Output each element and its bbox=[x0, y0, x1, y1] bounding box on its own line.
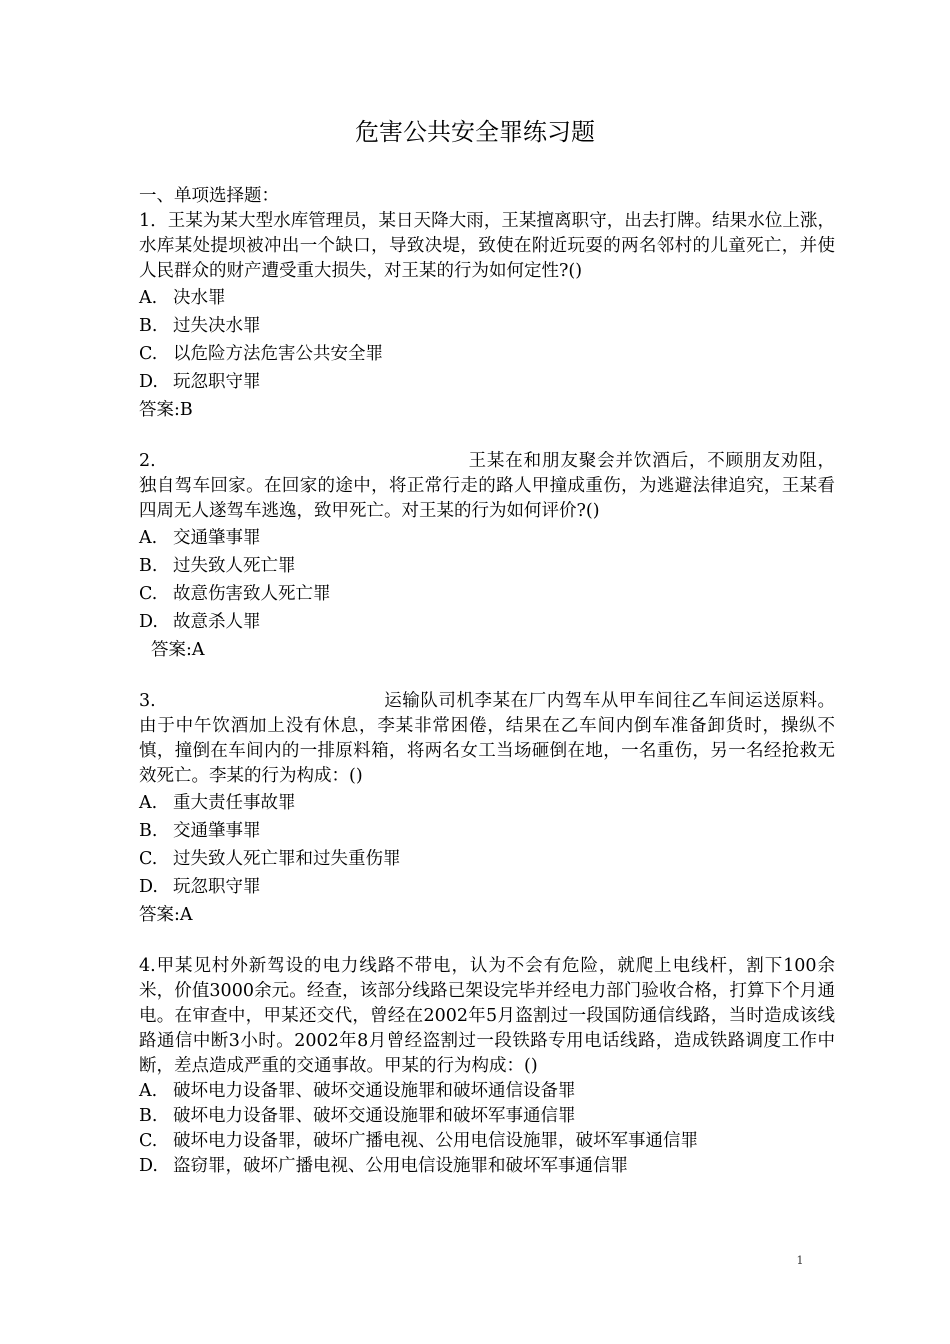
option-d bbox=[139, 608, 835, 636]
option-b bbox=[139, 312, 835, 340]
option-c bbox=[139, 340, 835, 368]
document-title: 危害公共安全罪练习题 bbox=[355, 118, 595, 146]
option-c bbox=[139, 580, 835, 608]
option-letter: D. bbox=[139, 612, 158, 632]
option-letter: C. bbox=[139, 1131, 158, 1151]
option-letter: A. bbox=[139, 528, 158, 548]
option-letter: B. bbox=[139, 1106, 158, 1126]
option-letter: C. bbox=[139, 584, 158, 604]
option-d bbox=[139, 873, 835, 901]
option-letter: C. bbox=[139, 849, 158, 869]
option-letter: B. bbox=[139, 821, 158, 841]
question-number: 1． bbox=[139, 211, 168, 231]
option-text: 交通肇事罪 bbox=[173, 821, 261, 841]
option-text: 交通肇事罪 bbox=[173, 528, 261, 548]
question-number: 3. bbox=[139, 691, 156, 711]
option-letter: A. bbox=[139, 793, 158, 813]
option-letter: B. bbox=[139, 556, 158, 576]
option-text: 破坏电力设备罪、破坏交通设施罪和破坏军事通信罪 bbox=[173, 1106, 576, 1126]
option-text: 故意杀人罪 bbox=[173, 612, 261, 632]
question-stem: 王某在和朋友聚会并饮酒后，不顾朋友劝阻，独自驾车回家。在回家的途中，将正常行走的路人甲撞成重伤，为逃避法律追究，王某看四周无人遂驾车逃逸，致甲死亡。对王某的行为如何评价?() bbox=[139, 451, 835, 521]
option-letter: A. bbox=[139, 1081, 158, 1101]
option-text: 故意伤害致人死亡罪 bbox=[173, 584, 331, 604]
option-text: 破坏电力设备罪，破坏广播电视、公用电信设施罪，破坏军事通信罪 bbox=[173, 1131, 698, 1151]
option-a bbox=[139, 284, 835, 312]
option-text: 玩忽职守罪 bbox=[173, 372, 261, 392]
option-d bbox=[139, 1154, 835, 1179]
question-2-text bbox=[139, 449, 835, 524]
question-1-text bbox=[139, 209, 835, 284]
question-number: 4. bbox=[139, 956, 156, 976]
option-letter: C. bbox=[139, 344, 158, 364]
option-c bbox=[139, 845, 835, 873]
option-letter: D. bbox=[139, 1156, 158, 1176]
question-3 bbox=[139, 689, 835, 929]
section-heading: 一、单项选择题： bbox=[139, 186, 279, 206]
option-text: 重大责任事故罪 bbox=[173, 793, 296, 813]
question-4-text bbox=[139, 954, 835, 1079]
option-c bbox=[139, 1129, 835, 1154]
answer: 答案:A bbox=[151, 640, 205, 660]
option-letter: D. bbox=[139, 877, 158, 897]
page-number: 1 bbox=[796, 1254, 804, 1267]
answer: 答案:B bbox=[139, 400, 193, 420]
option-letter: A. bbox=[139, 288, 158, 308]
option-letter: B. bbox=[139, 316, 158, 336]
option-a bbox=[139, 789, 835, 817]
question-1 bbox=[139, 209, 835, 424]
option-text: 以危险方法危害公共安全罪 bbox=[173, 344, 383, 364]
option-b bbox=[139, 817, 835, 845]
option-d bbox=[139, 368, 835, 396]
option-text: 盗窃罪，破坏广播电视、公用电信设施罪和破坏军事通信罪 bbox=[173, 1156, 628, 1176]
option-text: 过失致人死亡罪 bbox=[173, 556, 296, 576]
question-2 bbox=[139, 449, 835, 664]
document-body bbox=[139, 184, 835, 1179]
question-stem: 甲某见村外新驾设的电力线路不带电，认为不会有危险，就爬上电线杆，割下100余米，价值3000余元。经查，该部分线路已架设完毕并经电力部门验收合格，打算下个月通电。在审查中，甲某还交代，曾经在2002年5月盗割过一段国防通信线路，当时造成该线路通信中断3小时。2002年8月曾经盗割过一段铁路专用电话线路，造成铁路调度工作中断，差点造成严重的交通事故。甲某的行为构成：() bbox=[139, 956, 835, 1076]
option-letter: D. bbox=[139, 372, 158, 392]
option-b bbox=[139, 1104, 835, 1129]
question-4 bbox=[139, 954, 835, 1179]
answer: 答案:A bbox=[139, 905, 193, 925]
option-text: 过失决水罪 bbox=[173, 316, 261, 336]
option-a bbox=[139, 1079, 835, 1104]
option-text: 决水罪 bbox=[173, 288, 226, 308]
question-number: 2. bbox=[139, 451, 156, 471]
question-stem: 运输队司机李某在厂内驾车从甲车间往乙车间运送原料。由于中午饮酒加上没有休息，李某非常困倦，结果在乙车间内倒车准备卸货时，操纵不慎，撞倒在车间内的一排原料箱，将两名女工当场砸倒在地，一名重伤，另一名经抢救无效死亡。李某的行为构成：() bbox=[139, 691, 835, 786]
option-text: 玩忽职守罪 bbox=[173, 877, 261, 897]
question-stem: 王某为某大型水库管理员，某日天降大雨，王某擅离职守，出去打牌。结果水位上涨，水库某处提坝被冲出一个缺口，导致决堤，致使在附近玩耍的两名邻村的儿童死亡，并使人民群众的财产遭受重大损失，对王某的行为如何定性?() bbox=[139, 211, 836, 281]
question-3-text bbox=[139, 689, 835, 789]
option-text: 破坏电力设备罪、破坏交通设施罪和破坏通信设备罪 bbox=[173, 1081, 576, 1101]
option-text: 过失致人死亡罪和过失重伤罪 bbox=[173, 849, 401, 869]
option-b bbox=[139, 552, 835, 580]
option-a bbox=[139, 524, 835, 552]
